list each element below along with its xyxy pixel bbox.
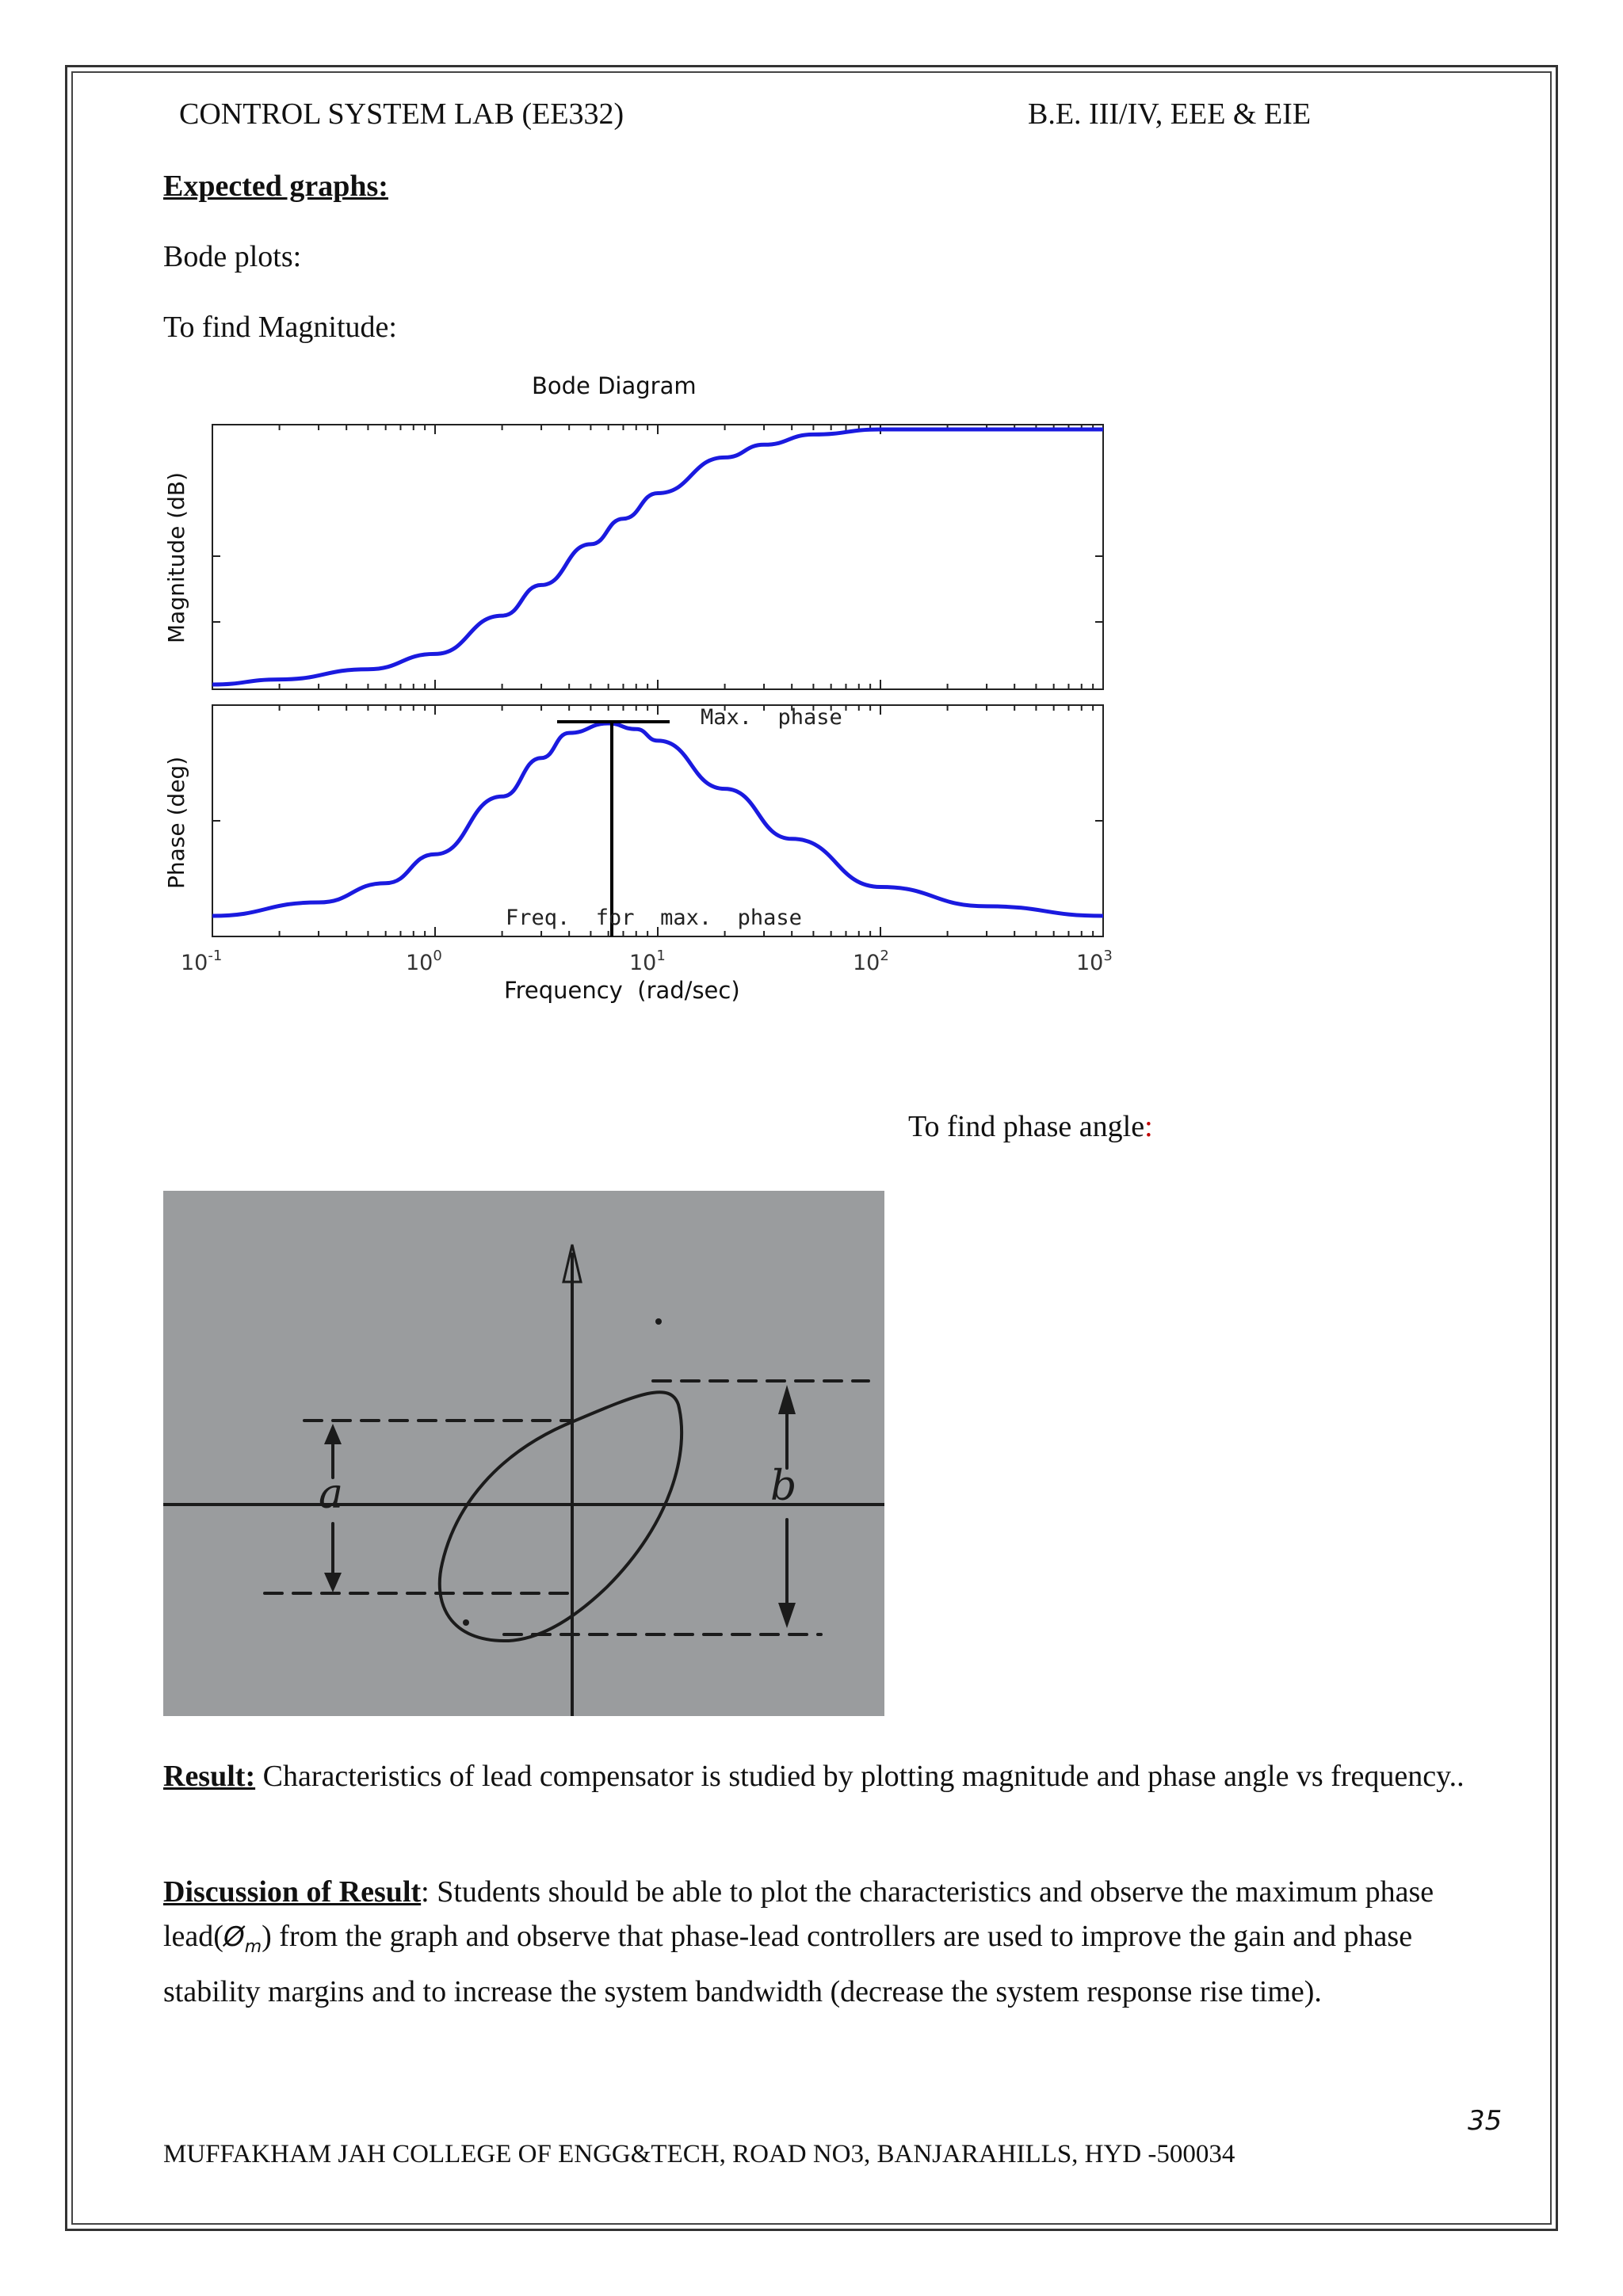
discussion-text-1: : Students should be able to plot the characteristics and observe the maximum phase lead(: [163, 1875, 1434, 1953]
frequency-tick-labels: [181, 948, 1113, 975]
label-b: b: [770, 1463, 797, 1510]
phi-m-symbol: $Ø_m$: [223, 1921, 262, 1957]
lissajous-ellipse-photo: [163, 1191, 884, 1716]
to-find-magnitude-label: To find Magnitude:: [163, 311, 397, 344]
stray-dot: [655, 1318, 662, 1325]
page-number: 35: [1468, 2105, 1503, 2137]
xtick-label: $10^0$: [406, 948, 442, 975]
result-text: Characteristics of lead compensator is studied by plotting magnitude and phase angle vs frequency..: [255, 1760, 1465, 1793]
footer-address: MUFFAKHAM JAH COLLEGE OF ENGG&TECH, ROAD NO3, BANJARAHILLS, HYD -500034: [163, 2140, 1235, 2168]
bode-diagram: [155, 366, 1146, 1024]
bode-title: Bode Diagram: [532, 372, 697, 399]
phase-ylabel: Phase (deg): [163, 756, 189, 889]
xtick-label: $10^3$: [1076, 948, 1113, 975]
magnitude-ylabel: Magnitude (dB): [163, 471, 189, 643]
discussion-text-2: ) from the graph and observe that phase-lead controllers are used to improve the gain and phase stability margins and to increase the system bandwidth (decrease the system response rise time).: [163, 1920, 1413, 2008]
phase-plot: [212, 705, 1103, 936]
result-label: Result:: [163, 1760, 256, 1793]
freq-max-phase-annotation: Freq. for max. phase: [506, 906, 802, 930]
result-paragraph: [163, 1754, 1495, 1798]
max-phase-annotation: Max. phase: [701, 705, 842, 730]
xtick-label: $10^1$: [629, 948, 666, 975]
stray-dot: [463, 1619, 469, 1626]
to-find-phase-angle-label: To find phase angle:: [908, 1110, 1153, 1143]
discussion-label: Discussion of Result: [163, 1875, 422, 1909]
expected-graphs-heading: Expected graphs:: [163, 170, 388, 203]
bode-plots-label: Bode plots:: [163, 240, 302, 273]
header-course-title: CONTROL SYSTEM LAB (EE332): [179, 97, 624, 131]
header-class-info: B.E. III/IV, EEE & EIE: [1028, 97, 1312, 131]
frequency-xlabel: Frequency (rad/sec): [504, 977, 740, 1004]
xtick-label: $10^{-1}$: [181, 948, 223, 975]
xtick-label: $10^2$: [853, 948, 889, 975]
discussion-paragraph: [163, 1870, 1495, 2014]
magnitude-plot: [212, 425, 1103, 689]
label-a: a: [319, 1470, 344, 1518]
